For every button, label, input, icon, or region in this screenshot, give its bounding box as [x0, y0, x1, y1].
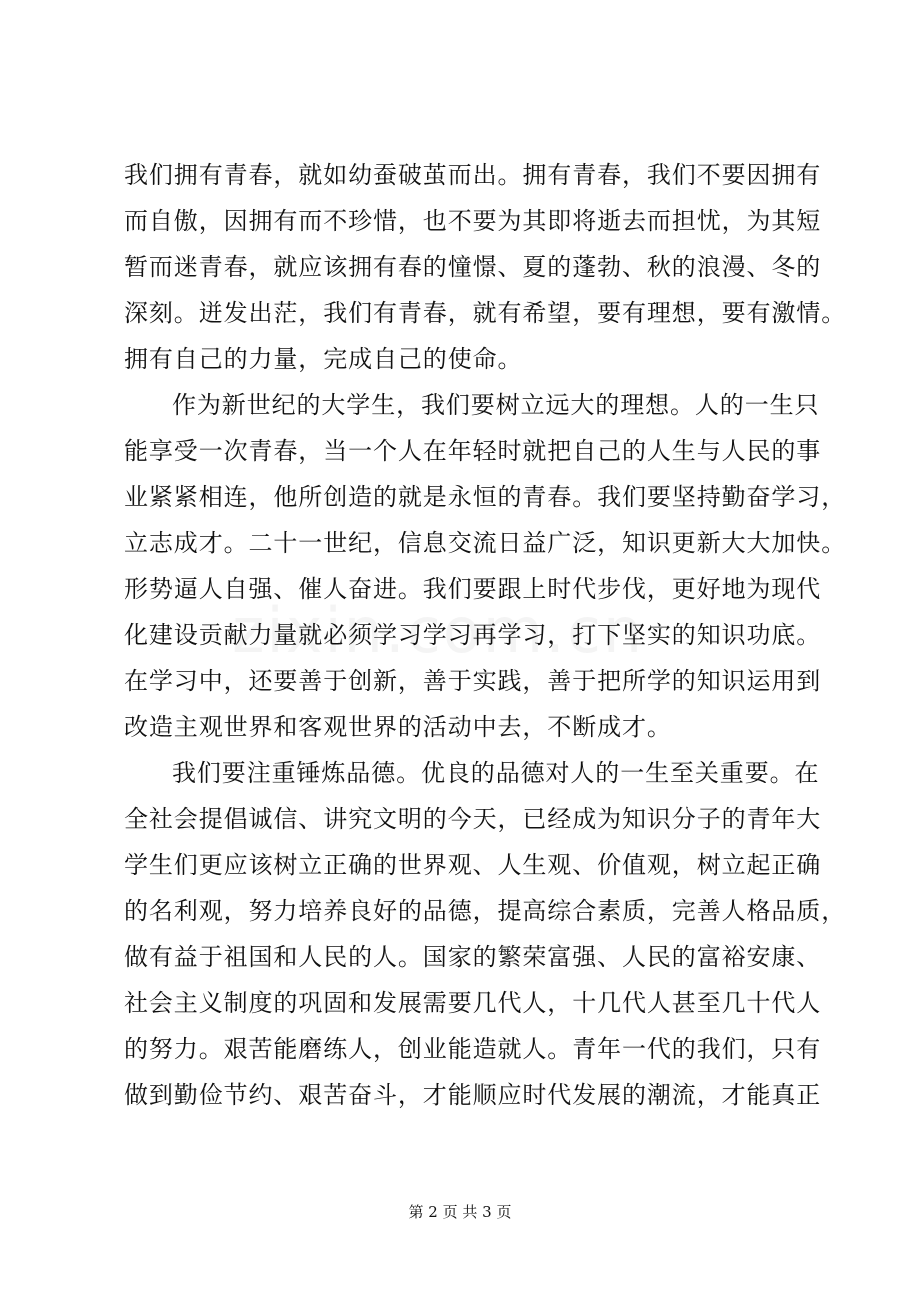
paragraph-2: [124, 382, 847, 750]
text-line: 作为新世纪的大学生，我们要树立远大的理想。人的一生只: [172, 391, 820, 419]
text-line: 我们要注重锤炼品德。优良的品德对人的一生至关重要。在: [172, 759, 820, 787]
text-line: 改造主观世界和客观世界的活动中去，不断成才。: [124, 713, 672, 741]
text-line: 而自傲，因拥有而不珍惜，也不要为其即将逝去而担忧，为其短: [124, 207, 822, 235]
text-line: 社会主义制度的巩固和发展需要几代人，十几代人甚至几十代人: [124, 989, 822, 1017]
text-line: 深刻。迸发出茫，我们有青春，就有希望，要有理想，要有激情。: [124, 299, 847, 327]
paragraph-1: [124, 152, 847, 382]
text-line: 形势逼人自强、催人奋进。我们要跟上时代步伐，更好地为现代: [124, 575, 822, 603]
text-line: 学生们更应该树立正确的世界观、人生观、价值观，树立起正确: [124, 851, 822, 879]
paragraph-3: [124, 750, 847, 1118]
page-footer: 第 2 页 共 3 页: [408, 1203, 512, 1221]
text-line: 做有益于祖国和人民的人。国家的繁荣富强、人民的富裕安康、: [124, 943, 822, 971]
text-line: 暂而迷青春，就应该拥有春的憧憬、夏的蓬勃、秋的浪漫、冬的: [124, 253, 822, 281]
document-body: [124, 152, 847, 1118]
text-line: 我们拥有青春，就如幼蚕破茧而出。拥有青春，我们不要因拥有: [124, 161, 822, 189]
text-line: 拥有自己的力量，完成自己的使命。: [124, 345, 523, 373]
text-line: 在学习中，还要善于创新，善于实践，善于把所学的知识运用到: [124, 667, 822, 695]
text-line: 的努力。艰苦能磨练人，创业能造就人。青年一代的我们，只有: [124, 1035, 822, 1063]
text-line: 业紧紧相连，他所创造的就是永恒的青春。我们要坚持勤奋学习，: [124, 483, 847, 511]
text-line: 能享受一次青春，当一个人在年轻时就把自己的人生与人民的事: [124, 437, 822, 465]
text-line: 做到勤俭节约、艰苦奋斗，才能顺应时代发展的潮流，才能真正: [124, 1081, 822, 1109]
text-line: 立志成才。二十一世纪，信息交流日益广泛，知识更新大大加快。: [124, 529, 847, 557]
text-line: 化建设贡献力量就必须学习学习再学习，打下坚实的知识功底。: [124, 621, 822, 649]
text-line: 的名利观，努力培养良好的品德，提高综合素质，完善人格品质，: [124, 897, 847, 925]
text-line: 全社会提倡诚信、讲究文明的今天，已经成为知识分子的青年大: [124, 805, 822, 833]
